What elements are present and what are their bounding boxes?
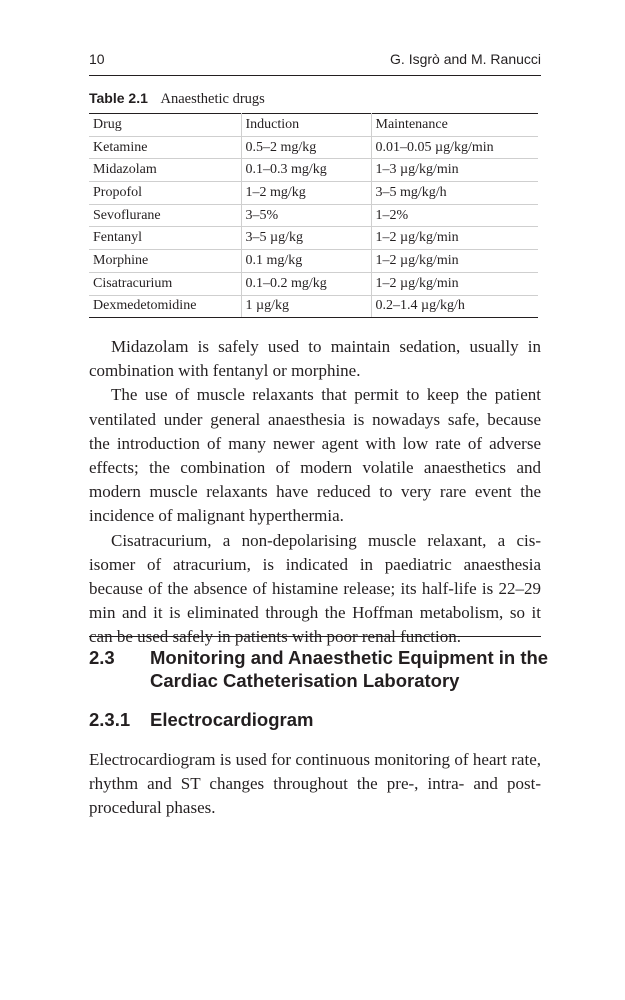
paragraph-electrocardiogram: Electrocardiogram is used for continuous monitoring of heart rate, rhythm and ST changes throughout the pre-, intra- and post-procedural phases. — [89, 750, 541, 818]
paragraph-midazolam: Midazolam is safely used to maintain sedation, usually in combination with fentanyl or morphine. — [89, 337, 541, 381]
paragraph-muscle-relaxants: The use of muscle relaxants that permit to keep the patient ventilated under general anaesthesia is nowadays safe, because the introduction of many newer agent with low rate of adverse effects; the combination of modern volatile anaesthetics and modern muscle relaxants have reduced to very rare event the incidence of malignant hyperthermia. — [89, 385, 541, 526]
column-header-drug: Drug — [89, 114, 241, 137]
cell-maintenance: 1–2 µg/kg/min — [371, 227, 538, 250]
cell-drug: Propofol — [89, 182, 241, 205]
table-label: Table 2.1 — [89, 90, 148, 106]
table-header-row — [89, 114, 538, 137]
table-row — [89, 250, 538, 273]
cell-induction: 0.1 mg/kg — [241, 250, 371, 273]
cell-maintenance: 1–3 µg/kg/min — [371, 159, 538, 182]
cell-drug: Midazolam — [89, 159, 241, 182]
cell-induction: 0.1–0.3 mg/kg — [241, 159, 371, 182]
table-row — [89, 182, 538, 205]
table-caption — [89, 90, 265, 108]
cell-drug: Dexmedetomidine — [89, 295, 241, 318]
column-header-maintenance: Maintenance — [371, 114, 538, 137]
cell-drug: Cisatracurium — [89, 272, 241, 295]
cell-drug: Ketamine — [89, 136, 241, 159]
section-title: Monitoring and Anaesthetic Equipment in the Cardiac Catheterisation Laboratory — [150, 647, 549, 691]
cell-induction: 3–5% — [241, 204, 371, 227]
section-number: 2.3 — [89, 647, 115, 668]
table-row — [89, 136, 538, 159]
subsection-body — [89, 748, 541, 821]
table-row — [89, 227, 538, 250]
cell-maintenance: 1–2 µg/kg/min — [371, 272, 538, 295]
page-number: 10 — [89, 51, 105, 67]
running-header — [89, 51, 541, 73]
table-caption-text: Anaesthetic drugs — [160, 91, 265, 107]
cell-induction: 3–5 µg/kg — [241, 227, 371, 250]
cell-induction: 0.5–2 mg/kg — [241, 136, 371, 159]
cell-induction: 1–2 mg/kg — [241, 182, 371, 205]
table-row — [89, 272, 538, 295]
section-rule — [89, 636, 541, 637]
cell-drug: Fentanyl — [89, 227, 241, 250]
paragraph-cisatracurium: Cisatracurium, a non-depolarising muscle relaxant, a cis-isomer of atracurium, is indicated in paediatric anaesthesia because of the absence of histamine release; its half-life is 22–29 min and it is eliminated through the Hoffman metabolism, so it can be used safely in patients with poor renal function. — [89, 530, 541, 647]
cell-maintenance: 0.01–0.05 µg/kg/min — [371, 136, 538, 159]
cell-maintenance: 1–2 µg/kg/min — [371, 250, 538, 273]
cell-drug: Morphine — [89, 250, 241, 273]
running-authors: G. Isgrò and M. Ranucci — [390, 51, 541, 67]
cell-induction: 0.1–0.2 mg/kg — [241, 272, 371, 295]
table-row — [89, 295, 538, 318]
anaesthetic-drugs-table — [89, 113, 538, 318]
column-header-induction: Induction — [241, 114, 371, 137]
table-row — [89, 204, 538, 227]
cell-drug: Sevoflurane — [89, 204, 241, 227]
body-text — [89, 335, 541, 650]
header-rule — [89, 75, 541, 76]
cell-maintenance: 1–2% — [371, 204, 538, 227]
cell-maintenance: 3–5 mg/kg/h — [371, 182, 538, 205]
cell-induction: 1 µg/kg — [241, 295, 371, 318]
subsection-number: 2.3.1 — [89, 709, 131, 730]
table-row — [89, 159, 538, 182]
subsection-title: Electrocardiogram — [150, 709, 314, 730]
cell-maintenance: 0.2–1.4 µg/kg/h — [371, 295, 538, 318]
